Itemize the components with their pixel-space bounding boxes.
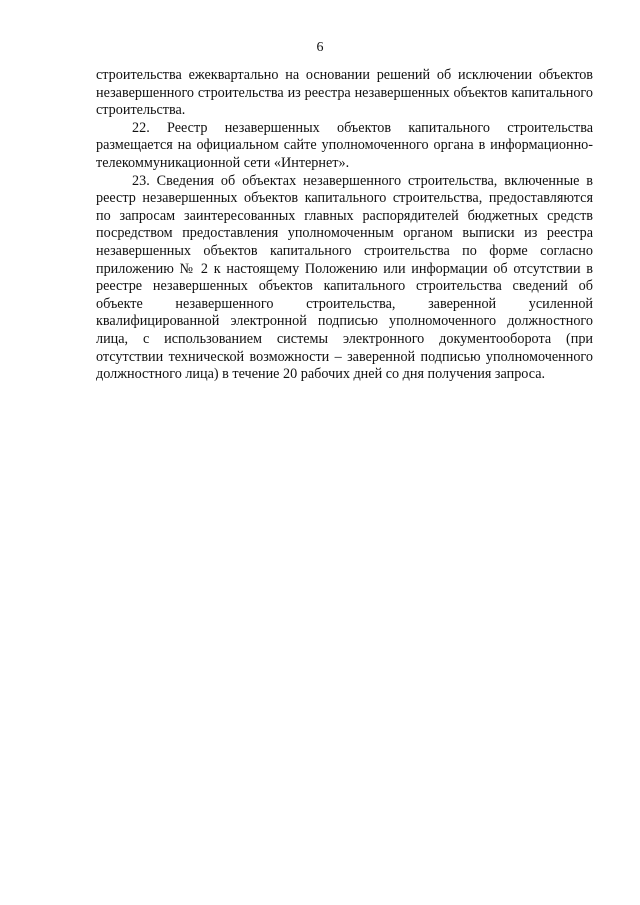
paragraph-23: 23. Сведения об объектах незавершенного строительства, включенные в реестр незавершенных объектов капитального строительства, предоставляются по запросам заинтересованных главных распорядителей бюджетных средств посредством предоставления уполномоченным органом выписки из реестра незавершенных объектов капитального строительства по форме согласно приложению № 2 к настоящему Положению или информации об отсутствии в реестре незавершенных объектов капитального строительства сведений об объекте незавершенного строительства, заверенной усиленной квалифицированной электронной подписью уполномоченного должностного лица, с использованием системы электронного документооборота (при отсутствии технической возможности – заверенной подписью уполномоченного должностного лица) в течение 20 рабочих дней со дня получения запроса. <box>96 172 593 383</box>
paragraph-22: 22. Реестр незавершенных объектов капитального строительства размещается на официальном сайте уполномоченного органа в информационно-телекоммуникационной сети «Интернет». <box>96 119 593 171</box>
page-number: 6 <box>316 40 324 55</box>
document-body <box>96 67 593 384</box>
paragraph-continuation: строительства ежеквартально на основании решений об исключении объектов незавершенного строительства из реестра незавершенных объектов капитального строительства. <box>96 67 593 119</box>
